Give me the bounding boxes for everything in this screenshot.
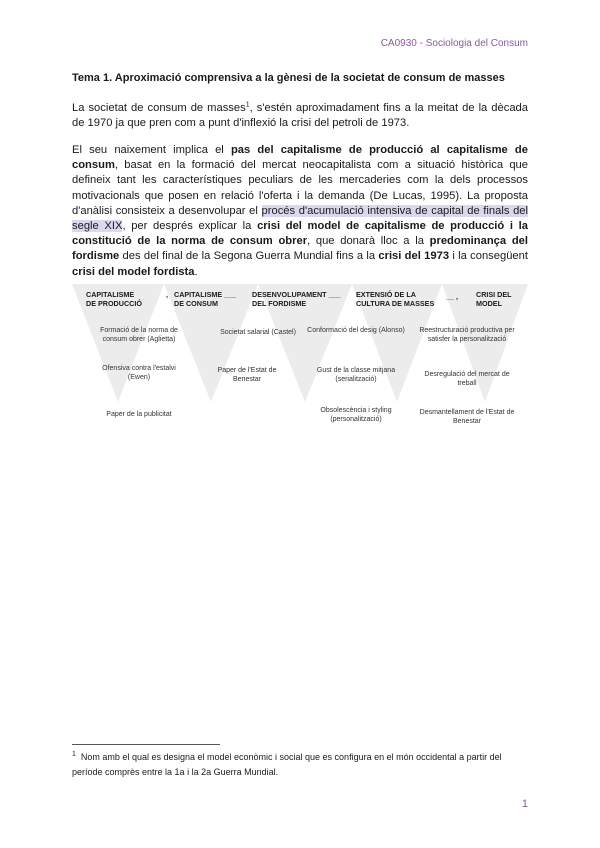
para2-text: des del final de la Segona Guerra Mundial fins a la [119,250,379,263]
process-diagram [72,282,528,430]
para2-text: , que donarà lloc a la [307,235,430,248]
footnote-divider [72,744,220,745]
stage-cultura-masses: EXTENSIÓ DE LA CULTURA DE MASSES [356,290,435,308]
section-title: Tema 1. Aproximació comprensiva a la gènesi de la societat de consum de masses [72,72,505,84]
diagram-item: Obsolescència i styling (personalització) [320,407,392,423]
stage-capitalisme-produccio: CAPITALISME DE PRODUCCIÓ [86,290,142,308]
footnote-number: 1 [72,751,76,758]
stage-capitalisme-consum: CAPITALISME ___ DE CONSUM [174,290,237,308]
stage-separator: __ , [446,292,458,301]
para1-text: La societat de consum de masses [72,102,246,114]
footnote [72,750,528,780]
stage-crisi-model: CRISI DEL MODEL [476,290,512,308]
diagram-item: Paper de la publicitat [106,411,172,418]
para2-bold: crisi del model fordista [72,265,195,278]
page-number: 1 [521,798,528,810]
stage-separator: , [166,290,168,299]
para2-text: , per després explicar la [122,220,258,233]
paragraph-main [72,143,528,280]
diagram-item: Societat salarial (Castel) [220,329,296,336]
para2-text: El seu naixement implica el [72,144,231,156]
paragraph-intro [72,101,528,131]
stage-fordisme: DESENVOLUPAMENT ___ DEL FORDISME [252,290,341,308]
para2-text: i la consegüent [449,250,528,263]
diagram-item: Gust de la classe mitjana (serialització) [316,367,396,383]
para2-bold: crisi del 1973 [378,250,450,263]
para1-text-rest: , s'estén aproximadament fins a la meitat de la dècada de 1970 ja que pren com a punt d'inflexió la crisi del petroli de 1973. [72,102,528,130]
diagram-item: Desmantellament de l'Estat de Benestar [419,409,515,425]
diagram-item: Desregulació del mercat de treball [424,371,510,387]
footnote-ref[interactable]: 1 [245,101,250,109]
diagram-item: Formació de la norma de consum obrer (Aglietta) [100,327,178,343]
diagram-item: Paper de l'Estat de Benestar [217,367,277,383]
para2-bold: predominança del fordisme [72,235,528,263]
para2-bold: pas del capitalisme de producció al capitalisme de consum [72,144,528,172]
diagram-item: Ofensiva contra l'estalvi (Ewen) [102,365,176,381]
para2-bold: crisi del model de capitalisme de producció i la constitució de la norma de consum obrer [72,220,528,248]
footnote-text: Nom amb el qual es designa el model econòmic i social que es configura en el món occidental a partir del període comprès entre la 1a i la 2a Guerra Mundial. [72,752,502,777]
running-header: CA0930 - Sociologia del Consum [380,38,528,49]
para2-text: . [194,265,198,278]
diagram-item: Conformació del desig (Alonso) [307,327,405,334]
para2-text: , basat en la formació del mercat neocapitalista com a situació històrica que defineix tant les característiques peculiars de les mercaderies com la dels processos motivacionals que posen en relació l'oferta i la demanda (De Lucas, 1995). La proposta d'anàlisi consisteix a desenvolupar el [72,159,528,217]
para2-highlight: procés d'acumulació intensiva de capital de finals del segle XIX [72,204,528,233]
diagram-item: Reestructuració productiva per satisfer la personalització [419,327,515,343]
